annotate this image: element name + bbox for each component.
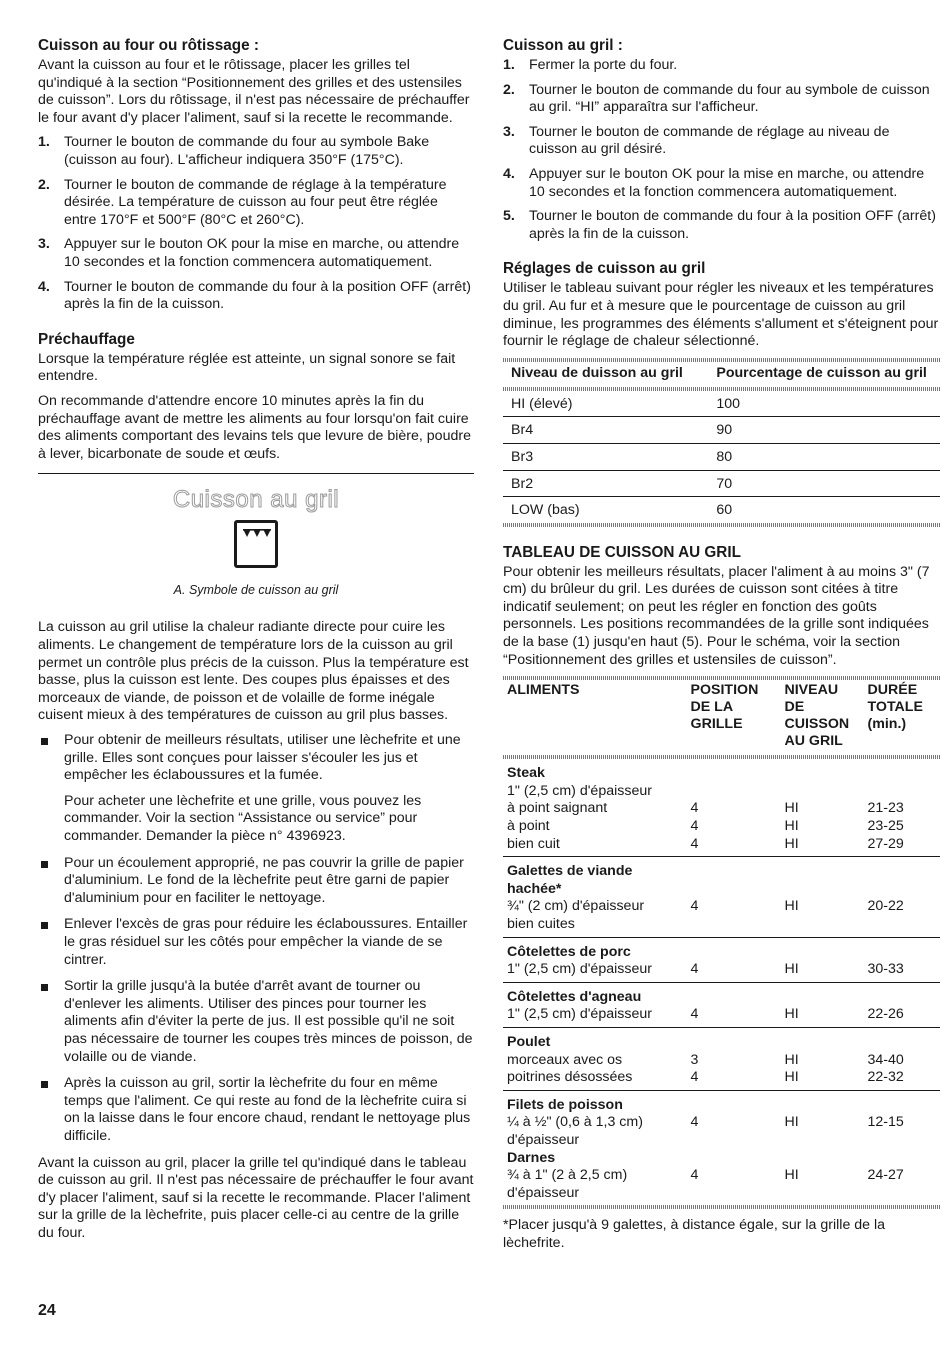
- table-header: Niveau de duisson au gril: [511, 364, 683, 381]
- tip-item: Sortir la grille jusqu'à la butée d'arrêt avant de tourner ou d'enlever les aliments. Utiliser des pinces pour tourner les aliments afin d'éviter la perte de jus. Il est possible qu'il ne soit pas nécessaire de tourner les coupes très minces de poisson, de volaille ou de viande.: [38, 978, 474, 1066]
- table-row: Poulet morceaux avec os poitrines désossées 3 4 HI HI 34-40 22-32: [503, 1027, 940, 1090]
- broil-symbol: [38, 520, 474, 574]
- broil-step: 4. Appuyer sur le bouton OK pour la mise en marche, ou attendre 10 secondes et la fonction commencera automatiquement.: [503, 165, 925, 200]
- broil-symbol-icon: [234, 520, 278, 568]
- broil-intro: La cuisson au gril utilise la chaleur radiante directe pour cuire les aliments. Le changement de température lors de la cuisson au gril permet un contrôle plus précis de la cuisson. Plus la température est basse, plus la cuisson est lente. Des coupes plus épaisses et des morceaux de viande, de poisson et de volaille de forme inégale cuisent mieux à des températures de cuisson au gril plus basses.: [38, 619, 469, 724]
- page-number: 24: [38, 1302, 56, 1319]
- settings-title: Réglages de cuisson au gril: [503, 260, 706, 278]
- chart-intro: Pour obtenir les meilleurs résultats, placer l'aliment à au moins 3" (7 cm) du brûleur du gril. Les durées de cuisson sont citées à titre indicatif seulement; on peut les régler en fonction des goûts personnels. Les positions recommandées de la grille sont indiquées de la base (1) jusqu'en haut (5). Pour le schéma, voir la section “Positionnement des grilles et ustensiles de cuisson”.: [503, 563, 930, 668]
- table-row: HI (élevé) 100: [503, 391, 940, 417]
- table-header: Pourcentage de cuisson au gril: [716, 364, 927, 381]
- table-row: Filets de poisson ¼ à ½" (0,6 à 1,3 cm) d'épaisseur Darnes ¾ à 1" (2 à 2,5 cm) d'épaisseur 4 4 HI HI 12-15 24-27: [507, 1096, 904, 1201]
- bake-step: 3. Appuyer sur le bouton OK pour la mise en marche, ou attendre 10 secondes et la fonction commencera automatiquement.: [38, 236, 460, 270]
- broil-outro: Avant la cuisson au gril, placer la grille tel qu'indiqué dans le tableau de cuisson au gril. Il n'est pas nécessaire de préchauffer le four avant d'y placer l'aliment, sauf si la recette le recommande. Placer l'aliment sur la grille de la lèchefrite, puis placer celle-ci au centre de la grille du four.: [38, 1154, 474, 1241]
- table-row: Br4 90: [503, 417, 940, 444]
- table-rule: [503, 1205, 940, 1209]
- table-header: ALIMENTS: [507, 682, 580, 699]
- bake-step: 1. Tourner le bouton de commande du four au symbole Bake (cuisson au four). L'afficheur indiquera 350°F (175°C).: [38, 134, 430, 168]
- table-row: LOW (bas) 60: [511, 502, 733, 519]
- table-row: Br3 80: [503, 443, 940, 470]
- table-header: POSITION DE LA GRILLE: [690, 682, 759, 733]
- chart-footnote: *Placer jusqu'à 9 galettes, à distance égale, sur la grille de la lèchefrite.: [503, 1217, 886, 1251]
- table-header: NIVEAU DE CUISSON AU GRIL: [784, 682, 850, 750]
- bake-intro: Avant la cuisson au four et le rôtissage, placer les grilles tel qu'indiqué à la section “Positionnement des grilles et des ustensiles de cuisson”. Lors du rôtissage, il n'est pas nécessaire de préchauffer le four avant d'y placer l'aliment, sauf si la recette le recommande.: [38, 57, 470, 126]
- broil-step: 1. Fermer la porte du four.: [503, 57, 678, 73]
- settings-intro: Utiliser le tableau suivant pour régler les niveaux et les températures du gril. Au fur et à mesure que le pourcentage de cuisson au gril diminue, les programmes des éléments s'allument et s'éteignent pour fournir le réglage de chaleur sélectionné.: [503, 280, 939, 350]
- broil-step: 3. Tourner le bouton de commande de réglage au niveau de cuisson au gril désiré.: [503, 123, 890, 158]
- table-row: Br2 70: [503, 470, 940, 497]
- preheat-p2: On recommande d'attendre encore 10 minutes après la fin du préchauffage avant de mettre les aliments au four lorsqu'on fait cuire des aliments comportant des levains tels que levure de bière, poudre à lever, bicarbonate de soude et œufs.: [38, 392, 471, 462]
- table-header-row: [503, 680, 940, 755]
- table-header: DURÉE TOTALE (min.): [867, 682, 923, 733]
- broil-level-table: [503, 362, 940, 523]
- tip-item: Après la cuisson au gril, sortir la lèchefrite du four en même temps que l'aliment. Ce qui reste au fond de la lèchefrite cuira si on la laisse dans le four encore chaud, rendant le nettoyage plus difficile.: [38, 1075, 474, 1145]
- bullet-icon: [41, 861, 48, 868]
- preheat-p1: Lorsque la température réglée est atteinte, un signal sonore se fait entendre.: [38, 350, 456, 385]
- bullet-icon: [41, 922, 48, 929]
- bake-steps: [38, 134, 474, 313]
- table-row: Côtelettes d'agneau 1" (2,5 cm) d'épaisseur 4 HI 22-26: [503, 982, 940, 1027]
- broil-chart-table: [503, 680, 940, 1205]
- table-row: Côtelettes de porc 1" (2,5 cm) d'épaisseur 4 HI 30-33: [503, 937, 940, 982]
- tip-item: Enlever l'excès de gras pour réduire les éclaboussures. Entailler le gras résiduel sur les côtés pour empêcher la viande de se cintrer.: [38, 916, 474, 969]
- bake-step: 2. Tourner le bouton de commande de réglage à la température désirée. La température de cuisson au four peut être réglée entre 170°F et 500°F (80°C et 260°C).: [38, 176, 447, 228]
- table-row: Steak 1" (2,5 cm) d'épaisseur à point saignant à point bien cuit 4 4 4 HI HI HI 21-23 23-25 27-29: [503, 759, 940, 856]
- left-column: [38, 36, 474, 1249]
- bullet-icon: [41, 984, 48, 991]
- bake-step: 4. Tourner le bouton de commande du four à la position OFF (arrêt) après la fin de la cuisson.: [38, 278, 471, 313]
- broil-step: 5. Tourner le bouton de commande du four à la position OFF (arrêt) après la fin de la cuisson.: [503, 208, 936, 242]
- broil-step: 2. Tourner le bouton de commande du four au symbole de cuisson au gril. “HI” apparaîtra sur l'afficheur.: [503, 81, 930, 116]
- broil-symbol-caption: A. Symbole de cuisson au gril: [173, 582, 339, 597]
- broil-section-title: Cuisson au gril: [172, 486, 340, 514]
- table-rule: [503, 523, 940, 527]
- broil-tips: [38, 732, 474, 1145]
- bullet-icon: [41, 1081, 48, 1088]
- bullet-icon: [41, 738, 48, 745]
- section-divider: [38, 473, 474, 474]
- chart-title: TABLEAU DE CUISSON AU GRIL: [503, 543, 741, 561]
- preheat-title: Préchauffage: [38, 330, 135, 348]
- broil-steps-title: Cuisson au gril :: [503, 37, 623, 54]
- tip-item: Pour un écoulement approprié, ne pas couvrir la grille de papier d'aluminium. Le fond de la lèchefrite peut être garni de papier d'aluminium pour en faciliter le nettoyage.: [38, 855, 474, 908]
- tip-item: Pour obtenir de meilleurs résultats, utiliser une lèchefrite et une grille. Elles sont conçues pour laisser s'écouler les jus et empêcher les éclaboussures et la fumée. Pour acheter une lèchefrite et une grille, vous pouvez les commander. Voir la section “Assistance ou service” pour commander. Demander la pièce n° 4396923.: [38, 732, 474, 846]
- right-column: [503, 36, 940, 1260]
- bake-title: Cuisson au four ou rôtissage :: [38, 37, 259, 54]
- table-row: Galettes de viande hachée* ¾" (2 cm) d'épaisseur bien cuites 4 HI 20-22: [503, 857, 940, 937]
- table-header-row: [503, 362, 940, 387]
- broil-steps: [503, 57, 940, 243]
